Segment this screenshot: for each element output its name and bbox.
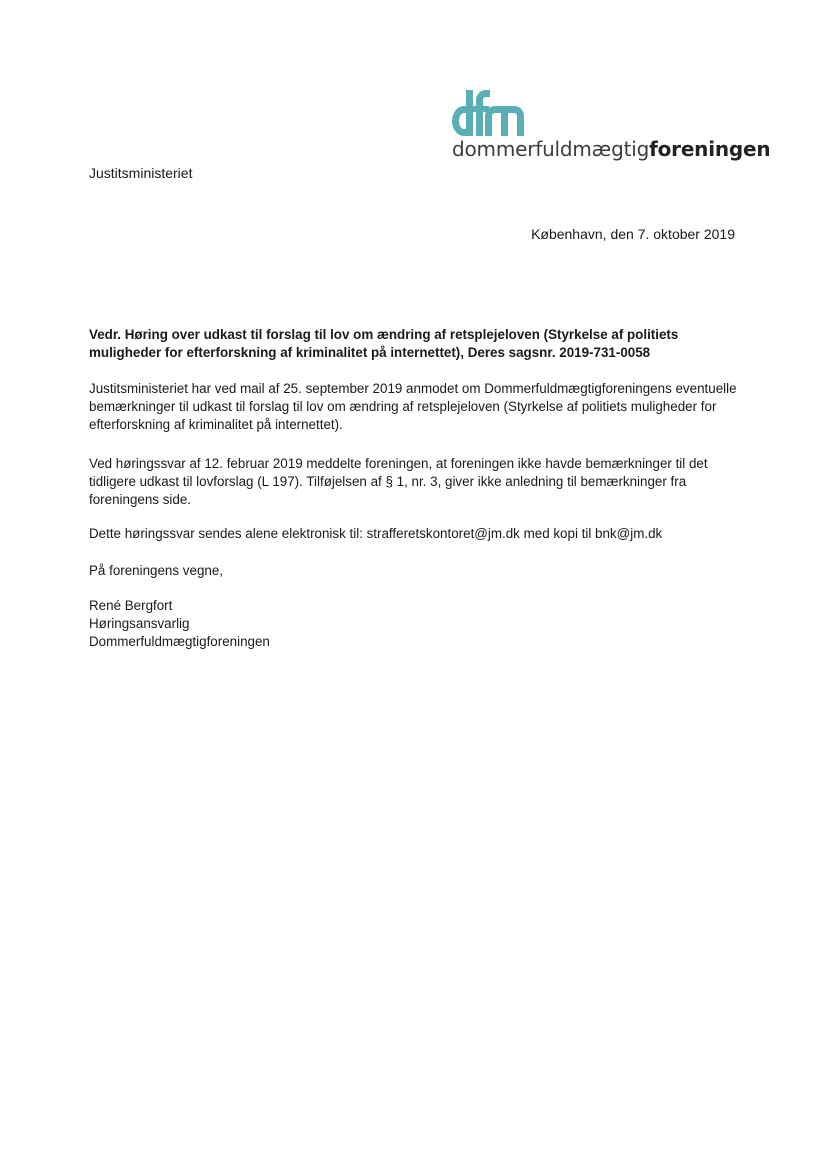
logo-wordmark-bold: foreningen <box>649 137 771 161</box>
recipient: Justitsministeriet <box>89 165 193 181</box>
organization-logo <box>452 90 771 165</box>
paragraph-delivery: Dette høringssvar sendes alene elektronisk til: strafferetskontoret@jm.dk med kopi til bnk@jm.dk <box>89 526 663 541</box>
paragraph-request: Justitsministeriet har ved mail af 25. september 2019 anmodet om Dommerfuldmægtigforeningens eventuelle bemærkninger til udkast til forslag til lov om ændring af retsplejeloven (Styrkelse af politiets muligheder for efterforskning af kriminalitet på internettet). <box>89 381 737 432</box>
subject-line: Vedr. Høring over udkast til forslag til lov om ændring af retsplejeloven (Styrkelse af politiets muligheder for efterforskning af kriminalitet på internettet), Deres sagsnr. 2019-731-0058 <box>89 327 679 360</box>
signature-organization: Dommerfuldmægtigforeningen <box>89 634 270 649</box>
signature-name: René Bergfort <box>89 598 173 613</box>
signature-block <box>89 597 270 651</box>
paragraph-response: Ved høringssvar af 12. februar 2019 meddelte foreningen, at foreningen ikke havde bemærkninger til det tidligere udkast til lovforslag (L 197). Tilføjelsen af § 1, nr. 3, giver ikke anledning til bemærkninger fra foreningens side. <box>89 456 708 507</box>
logo-wordmark <box>452 137 770 161</box>
signature-role: Høringsansvarlig <box>89 616 190 631</box>
dateline: København, den 7. oktober 2019 <box>531 226 735 242</box>
paragraph-closing: På foreningens vegne, <box>89 563 224 578</box>
logo-wordmark-regular: dommerfuldmægtig <box>452 137 650 161</box>
dfm-logo-mark <box>452 90 526 136</box>
